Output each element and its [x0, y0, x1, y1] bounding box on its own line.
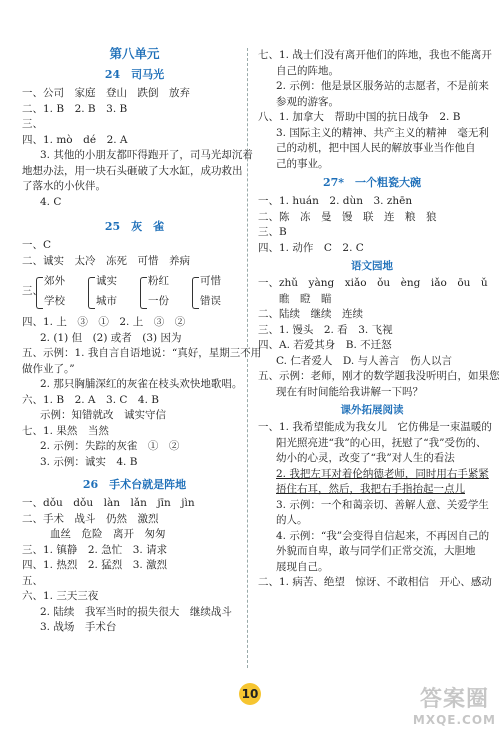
answer-line: 3. 其他的小朋友都吓得跑开了，司马光却沉着 [40, 149, 253, 161]
answer-line: 了落水的小伙伴。 [22, 180, 106, 192]
answer-line-underlined: 2. 我把左耳对着伦纳德老师，同时用右手紧紧 [276, 467, 489, 480]
answer-line: 三、 [22, 118, 43, 130]
answer-line: 3. 战场 手术台 [40, 621, 117, 633]
answer-line: 四、A. 若爱其身 B. 不迁怒 [258, 339, 392, 351]
watermark-url: MXQE.COM [412, 713, 496, 727]
answer-line: 做作业了。” [22, 362, 75, 375]
answer-line: 二、1. 病苦、绝望 惊讶、不敢相信 开心、感动 [258, 576, 492, 588]
answer-line: 3. 国际主义的精神、共产主义的精神 毫无利 [276, 126, 489, 139]
answer-line: 4. 示例：“我”会变得自信起来，不再因自己的 [276, 529, 490, 542]
answer-line: 外貌而自卑，敢与同学们正常交流，大胆地 [276, 545, 476, 557]
right-column [258, 48, 500, 591]
answer-line: 地想办法，用一块石头砸破了大水缸，成功救出 [22, 164, 243, 177]
answer-line: 一、1. 我希望能成为我女儿 它仿佛是一束温暖的 [258, 421, 492, 433]
answer-line: 七、1. 战士们没有离开他们的阵地，我也不能离开 [258, 49, 492, 61]
answer-line: 瞧 瞪 瞄 [258, 292, 332, 305]
answer-line: 六、1. 三天三夜 [22, 590, 99, 602]
grid-word: 郊外 [44, 275, 65, 287]
lesson-25-title: 25 灰 雀 [104, 220, 165, 233]
section-title-extended-reading: 课外拓展阅读 [340, 404, 404, 416]
answer-line: 自己的阵地。 [276, 64, 339, 77]
answer-line: 四、1. 热烈 2. 猛烈 3. 激烈 [22, 559, 168, 571]
answer-line: 四、1. 上 ③ ① 2. 上 ③ ② [22, 316, 186, 328]
answer-line: 示例：知错就改 诚实守信 [40, 409, 166, 421]
answer-line: 二、1. B 2. B 3. B [22, 102, 128, 115]
grid-word: 城市 [96, 295, 117, 307]
brace-icon [140, 277, 147, 309]
answer-line: 四、1. mò dé 2. A [22, 133, 128, 146]
answer-line: 五、示例：1. 我自言自语地说：“真好，星期三不用 [22, 347, 262, 359]
grid-word: 可惜 [200, 275, 221, 287]
lesson-26-title: 26 手术台就是阵地 [82, 478, 187, 491]
lesson-24-title: 24 司马光 [104, 68, 165, 81]
answer-line: 六、1. B 2. A 3. C 4. B [22, 393, 159, 406]
answer-line: 四、1. 动作 C 2. C [258, 241, 364, 254]
answer-line: 己的动机，把中国人民的解放事业当作他自 [276, 142, 476, 154]
grid-word: 学校 [44, 295, 65, 307]
answer-line: 一、C [22, 239, 52, 251]
answer-line: 三、B [258, 226, 287, 238]
answer-line: 二、陆续 继续 连续 [258, 308, 363, 320]
answer-line: 三、1. 镇静 2. 急忙 3. 请求 [22, 543, 168, 556]
grid-prefix: 三、 [22, 285, 43, 297]
answer-line: 幼小的心灵，改变了“我”对人生的看法 [276, 452, 455, 464]
answer-line: 五、 [22, 574, 43, 587]
answer-line: 2. (1) 但 (2) 或者 (3) 因为 [40, 331, 182, 344]
answer-line: 八、1. 加拿大 帮助中国的抗日战争 2. B [258, 111, 461, 123]
answer-line: 2. 示例：他是景区服务站的志愿者，不是前来 [276, 80, 489, 92]
answer-line: 一、1. huán 2. dùn 3. zhēn [258, 195, 413, 207]
grid-word: 诚实 [96, 275, 117, 287]
answer-line: 一、dǒu dǒu làn lǎn jīn jìn [22, 497, 195, 509]
watermark-text: 答案圈 [419, 687, 489, 712]
answer-line: 2. 示例：失踪的灰雀 ① ② [40, 440, 180, 452]
answer-line: 己的事业。 [276, 157, 329, 170]
answer-line: 七、1. 果然 当然 [22, 424, 109, 437]
brace-icon [36, 277, 43, 309]
answer-line: C. 仁者爱人 D. 与人善言 伤人以言 [276, 354, 453, 367]
grid-word: 一份 [148, 295, 169, 307]
page-number-badge: 10 [239, 683, 261, 705]
grid-word: 错误 [200, 295, 221, 307]
answer-line: 阳光照亮进“我”的心田，抚慰了“我”受伤的、 [276, 436, 487, 449]
answer-line: 三、1. 馒头 2. 看 3. 飞视 [258, 323, 393, 336]
section-title-yuwen-yuandi: 语文园地 [351, 260, 393, 272]
answer-line-underlined: 捂住右耳，然后，我把右手指抬起一点儿 [276, 483, 465, 495]
answer-line: 五、示例：老师，刚才的数学题我没听明白，如果您 [258, 370, 500, 382]
word-pair-grid [22, 269, 247, 315]
watermark-logo [413, 682, 496, 727]
unit-title: 第八单元 [109, 46, 160, 61]
answer-line: 二、诚实 太冷 冻死 可惜 养病 [22, 254, 190, 267]
answer-line: 二、陈 冻 曼 馒 联 连 粮 狼 [258, 210, 437, 223]
answer-line: 一、公司 家庭 登山 跌倒 放弃 [22, 87, 190, 99]
lesson-27-title: 27* 一个粗瓷大碗 [322, 176, 422, 189]
answer-line: 4. C [40, 195, 62, 208]
answer-line: 现在有时间能给我讲解一下吗？ [276, 385, 423, 398]
answer-line: 3. 示例：诚实 4. B [40, 455, 138, 468]
answer-line: 2. 那只胸脯深红的灰雀在枝头欢快地歌唱。 [40, 378, 243, 390]
answer-line: 血丝 危险 离开 匆匆 [50, 528, 166, 540]
answer-line: 3. 示例：一个和蔼亲切、善解人意、关爱学生 [276, 498, 489, 511]
answer-line: 参观的游客。 [276, 95, 339, 108]
left-column [22, 44, 262, 636]
answer-line: 的人。 [276, 514, 308, 526]
answer-line: 2. 陆续 我军当时的损失很大 继续战斗 [40, 605, 232, 618]
brace-icon [88, 277, 95, 309]
grid-word: 粉红 [148, 275, 169, 287]
answer-line: 一、zhǔ yàng xiǎo ǒu èng iǎo ōu ǔ [258, 277, 488, 289]
answer-line: 二、手术 战斗 仍然 激烈 [22, 512, 159, 525]
brace-icon [192, 277, 199, 309]
answer-line: 展现自己。 [276, 560, 329, 573]
